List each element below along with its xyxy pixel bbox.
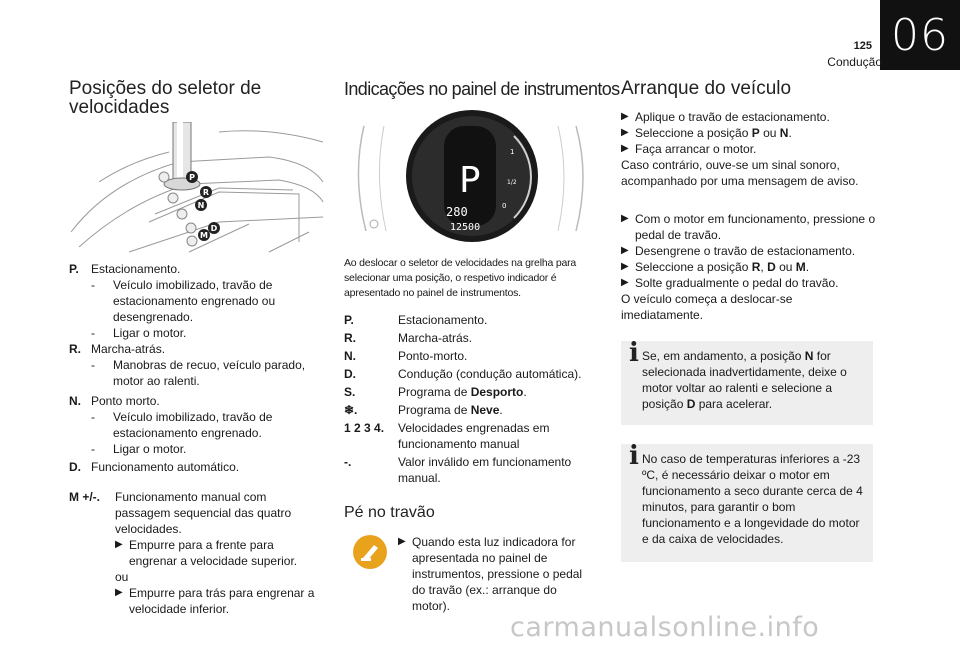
info-text-neutral: Se, em andamento, a posição N for selecionada inadvertidamente, deixe o motor voltar ao ralenti e selecione a posição D para acelerar. <box>642 349 847 411</box>
gear-label-p: P <box>189 173 195 182</box>
cluster-tick-half: 1/2 <box>507 179 517 186</box>
legend-key: S. <box>344 385 356 399</box>
section-title-instrument-panel: Indicações no painel de instrumentos <box>344 79 620 99</box>
sub-text: Manobras de recuo, veículo parado, motor ao ralenti. <box>113 358 306 388</box>
item-text: Funcionamento automático. <box>91 460 240 474</box>
gear-selector-illustration <box>69 122 325 254</box>
arrow-bullet-icon: ▶ <box>621 245 629 256</box>
arrow-bullet-icon: ▶ <box>621 127 629 138</box>
info-text-temperature: No caso de temperaturas inferiores a -23 ºC, é necessário deixar o motor em funcionamento a seco durante cerca de 4 minutos, para garantir o bom funcionamento e a longevidade do motor e da caixa de velocidades. <box>642 452 863 546</box>
start-steps-1 <box>621 109 877 189</box>
step-text: Seleccione a posição <box>635 260 752 274</box>
section-title-vehicle-start: Arranque do veículo <box>621 78 792 99</box>
sub-text: Ligar o motor. <box>113 326 187 340</box>
dash-bullet: - <box>91 358 95 372</box>
brake-pedal-text <box>398 534 594 614</box>
step-text: Desengrene o travão de estacionamento. <box>635 244 856 258</box>
item-key: N. <box>69 394 81 408</box>
legend-text: Estacionamento. <box>398 313 488 327</box>
legend-text: Marcha-atrás. <box>398 331 473 345</box>
dash-bullet: - <box>91 326 95 340</box>
item-text: Marcha-atrás. <box>91 342 166 356</box>
info-box-neutral <box>621 338 873 425</box>
brake-pedal-warning-icon <box>352 534 388 570</box>
legend-bold: Neve <box>470 403 500 417</box>
legend-after: . <box>523 385 527 399</box>
step-text: . <box>788 126 792 140</box>
step-text: ou <box>775 260 796 274</box>
step-text: . <box>805 260 810 274</box>
step-text: Aplique o travão de estacionamento. <box>635 110 830 124</box>
step-bold: P <box>751 126 760 140</box>
gear-label-d: D <box>210 224 218 233</box>
info-box-temperature <box>621 441 873 562</box>
instrument-caption: Ao deslocar o seletor de velocidades na grelha para selecionar uma posição, o respetivo indicador é apresentado no painel de instrumentos. <box>344 257 577 299</box>
arrow-bullet-icon: ▶ <box>115 587 123 598</box>
info-icon: i <box>629 441 639 471</box>
step-text: , <box>760 260 768 274</box>
gear-item-n <box>69 393 325 457</box>
arrow-bullet-icon: ▶ <box>621 261 629 272</box>
sub-text: Ligar o motor. <box>113 442 187 456</box>
gear-positions-list <box>69 261 325 617</box>
manual-or: ou <box>115 570 129 584</box>
item-text: Ponto morto. <box>91 394 160 408</box>
legend-key: D. <box>344 367 356 381</box>
legend-text: Valor inválido em funcionamento manual. <box>398 455 572 485</box>
item-key: P. <box>69 262 79 276</box>
legend-key: P. <box>344 313 354 327</box>
step-text: Faça arrancar o motor. <box>635 142 757 156</box>
arrow-bullet-icon: ▶ <box>621 111 629 122</box>
step-text: Solte gradualmente o pedal do travão. <box>635 276 839 290</box>
arrow-bullet-icon: ▶ <box>621 143 629 154</box>
legend-text: Condução (condução automática). <box>398 367 582 381</box>
item-text: Estacionamento. <box>91 262 181 276</box>
gear-item-r <box>69 341 325 389</box>
section-title-brake-pedal: Pé no travão <box>344 504 435 521</box>
legend-text: Velocidades engrenadas em funcionamento manual <box>398 421 550 451</box>
chapter-name: Condução <box>827 55 882 69</box>
step-bold: R <box>751 260 761 274</box>
arrow-bullet-icon: ▶ <box>621 213 629 224</box>
cluster-tick-0: 0 <box>502 202 507 210</box>
item-key: M +/-. <box>69 490 101 504</box>
sub-text: Veículo imobilizado, travão de estacionamento engrenado ou desengrenado. <box>113 278 276 324</box>
cluster-tick-1: 1 <box>510 148 515 156</box>
step-bold: N <box>779 126 789 140</box>
instrument-legend <box>344 312 600 488</box>
legend-text: Programa de <box>398 403 471 417</box>
legend-text: Programa de <box>398 385 471 399</box>
manual-up-text: Empurre para a frente para engrenar a velocidade superior. <box>129 538 298 568</box>
arrow-bullet-icon: ▶ <box>621 277 629 288</box>
step-bold: D <box>767 260 776 274</box>
start-steps-2 <box>621 211 877 323</box>
start-note-2: O veículo começa a deslocar-se imediatamente. <box>621 292 793 322</box>
gear-item-d <box>69 459 325 475</box>
legend-text: Ponto-morto. <box>398 349 468 363</box>
dash-bullet: - <box>91 278 95 292</box>
sub-text: Veículo imobilizado, travão de estacionamento engrenado. <box>113 410 273 440</box>
brake-pedal-instruction: Quando esta luz indicadora for apresentada no painel de instrumentos, pressione o pedal do travão (ex.: arranque do motor). <box>412 535 583 613</box>
legend-key: R. <box>344 331 356 345</box>
legend-key: N. <box>344 349 356 363</box>
cluster-gear-indicator: P <box>459 160 481 201</box>
chapter-number-tab: 06 <box>880 0 960 70</box>
arrow-bullet-icon: ▶ <box>115 539 123 550</box>
watermark: carmanualsonline.info <box>510 612 820 643</box>
section-title-gear-selector: Posições do seletor de velocidades <box>69 78 262 118</box>
gear-label-r: R <box>202 188 210 197</box>
step-text: ou <box>759 126 780 140</box>
arrow-bullet-icon: ▶ <box>398 536 406 547</box>
step-text: Com o motor em funcionamento, pressione o pedal de travão. <box>635 212 876 242</box>
dash-bullet: - <box>91 410 95 424</box>
step-text: Seleccione a posição <box>635 126 752 140</box>
step-bold: M <box>795 260 806 274</box>
legend-after: . <box>499 403 503 417</box>
instrument-cluster-illustration <box>344 106 600 246</box>
dash-bullet: - <box>91 442 95 456</box>
info-icon: i <box>629 338 639 368</box>
legend-key: 1 2 3 4. <box>344 421 385 435</box>
cluster-speed: 280 <box>446 205 468 219</box>
manual-down-text: Empurre para trás para engrenar a velocidade inferior. <box>129 586 315 616</box>
manual-text: Funcionamento manual com passagem sequencial das quatro velocidades. <box>115 490 292 536</box>
gear-item-p <box>69 261 325 341</box>
gear-label-n: N <box>197 201 205 210</box>
item-key: R. <box>69 342 81 356</box>
manual-mode-item <box>69 489 325 617</box>
cluster-odometer: 12500 <box>450 222 481 233</box>
legend-bold: Desporto <box>470 385 524 399</box>
start-note-1: Caso contrário, ouve-se um sinal sonoro, acompanhado por uma mensagem de aviso. <box>621 158 859 188</box>
snowflake-icon: ❄. <box>344 403 358 417</box>
item-key: D. <box>69 460 81 474</box>
legend-key: -. <box>344 455 352 469</box>
page-number: 125 <box>853 40 872 52</box>
gear-label-m: M <box>200 231 208 240</box>
